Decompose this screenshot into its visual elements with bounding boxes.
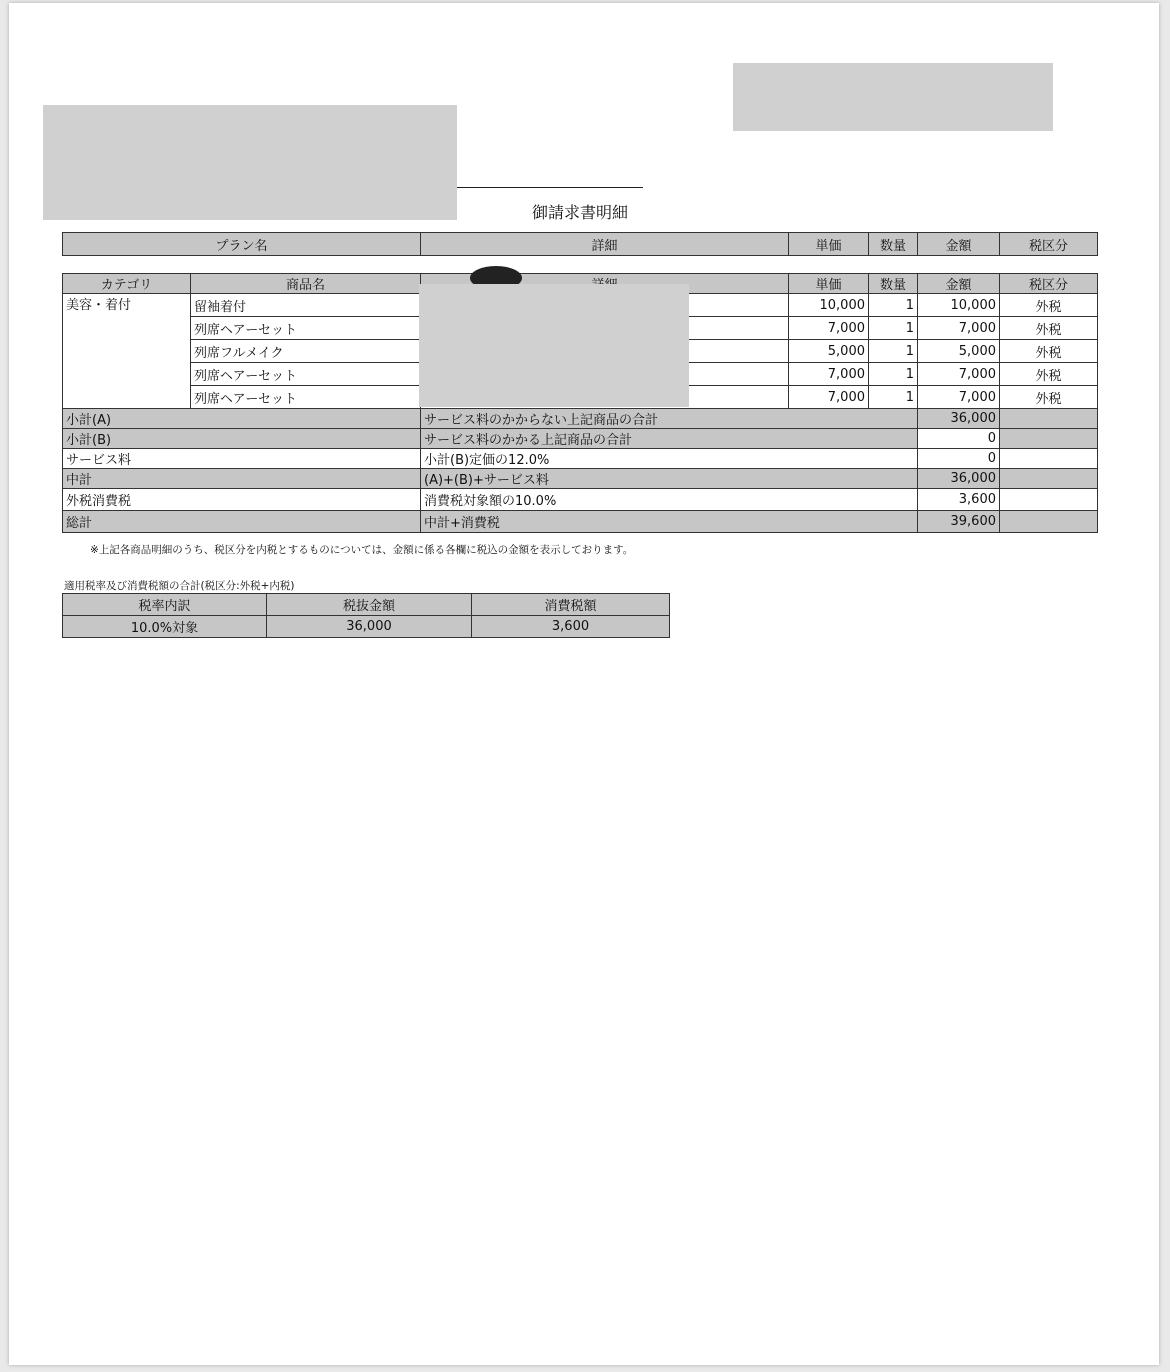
summary-tax-empty <box>1000 489 1098 511</box>
plan-header-qty: 数量 <box>869 233 918 256</box>
item-tax: 外税 <box>1000 294 1098 317</box>
item-name: 列席ヘアーセット <box>191 386 421 409</box>
redacted-detail-block <box>419 284 689 407</box>
summary-tax-empty <box>1000 469 1098 489</box>
item-qty: 1 <box>869 317 918 340</box>
summary-amount: 0 <box>918 449 1000 469</box>
item-qty: 1 <box>869 340 918 363</box>
summary-tax-empty <box>1000 449 1098 469</box>
item-price: 7,000 <box>789 317 869 340</box>
summary-label: サービス料 <box>63 449 421 469</box>
redacted-company-block <box>733 63 1053 131</box>
summary-row-subtotal-a <box>63 409 1098 429</box>
item-amount: 7,000 <box>918 317 1000 340</box>
item-price: 10,000 <box>789 294 869 317</box>
tax-header-base: 税抜金額 <box>267 594 472 616</box>
item-amount: 7,000 <box>918 386 1000 409</box>
tax-amount-value: 3,600 <box>472 616 670 638</box>
items-header-qty: 数量 <box>869 274 918 294</box>
summary-row-service <box>63 449 1098 469</box>
table-row <box>63 616 670 638</box>
summary-tax-empty <box>1000 511 1098 533</box>
summary-amount: 0 <box>918 429 1000 449</box>
item-price: 5,000 <box>789 340 869 363</box>
summary-label: 総計 <box>63 511 421 533</box>
item-name: 列席ヘアーセット <box>191 363 421 386</box>
summary-label: 小計(B) <box>63 429 421 449</box>
summary-detail: 中計+消費税 <box>421 511 918 533</box>
items-header-tax: 税区分 <box>1000 274 1098 294</box>
item-qty: 1 <box>869 386 918 409</box>
tax-header-tax: 消費税額 <box>472 594 670 616</box>
redacted-address-block <box>43 105 457 220</box>
title-rule <box>457 187 643 188</box>
plan-header-tax: 税区分 <box>1000 233 1098 256</box>
summary-row-total <box>63 511 1098 533</box>
item-amount: 10,000 <box>918 294 1000 317</box>
plan-header-price: 単価 <box>789 233 869 256</box>
tax-summary-table <box>62 593 670 638</box>
summary-row-tax <box>63 489 1098 511</box>
item-tax: 外税 <box>1000 340 1098 363</box>
items-header-name: 商品名 <box>191 274 421 294</box>
item-price: 7,000 <box>789 363 869 386</box>
tax-rate-caption: 適用税率及び消費税額の合計(税区分:外税+内税) <box>64 580 295 592</box>
plan-header-amount: 金額 <box>918 233 1000 256</box>
tax-included-note: ※上記各商品明細のうち、税区分を内税とするものについては、金額に係る各欄に税込の金額を表示しております。 <box>90 544 634 556</box>
summary-amount: 36,000 <box>918 469 1000 489</box>
item-name: 留袖着付 <box>191 294 421 317</box>
item-price: 7,000 <box>789 386 869 409</box>
summary-amount: 3,600 <box>918 489 1000 511</box>
summary-tax-empty <box>1000 409 1098 429</box>
item-tax: 外税 <box>1000 386 1098 409</box>
summary-detail: (A)+(B)+サービス料 <box>421 469 918 489</box>
item-qty: 1 <box>869 363 918 386</box>
summary-label: 小計(A) <box>63 409 421 429</box>
summary-tax-empty <box>1000 429 1098 449</box>
item-name: 列席フルメイク <box>191 340 421 363</box>
item-name: 列席ヘアーセット <box>191 317 421 340</box>
plan-header-name: プラン名 <box>63 233 421 256</box>
summary-detail: サービス料のかかる上記商品の合計 <box>421 429 918 449</box>
tax-base-value: 36,000 <box>267 616 472 638</box>
items-header-amount: 金額 <box>918 274 1000 294</box>
summary-row-midtotal <box>63 469 1098 489</box>
items-header-category: カテゴリ <box>63 274 191 294</box>
tax-rate-value: 10.0%対象 <box>63 616 267 638</box>
item-tax: 外税 <box>1000 363 1098 386</box>
item-amount: 7,000 <box>918 363 1000 386</box>
plan-table <box>62 232 1098 256</box>
plan-header-detail: 詳細 <box>421 233 789 256</box>
document-title: 御請求書明細 <box>531 203 628 222</box>
summary-detail: 小計(B)定価の12.0% <box>421 449 918 469</box>
summary-label: 外税消費税 <box>63 489 421 511</box>
summary-row-subtotal-b <box>63 429 1098 449</box>
summary-label: 中計 <box>63 469 421 489</box>
tax-header-rate: 税率内訳 <box>63 594 267 616</box>
summary-detail: 消費税対象額の10.0% <box>421 489 918 511</box>
summary-amount: 39,600 <box>918 511 1000 533</box>
item-amount: 5,000 <box>918 340 1000 363</box>
summary-detail: サービス料のかからない上記商品の合計 <box>421 409 918 429</box>
category-cell: 美容・着付 <box>63 294 191 409</box>
items-header-price: 単価 <box>789 274 869 294</box>
item-qty: 1 <box>869 294 918 317</box>
summary-amount: 36,000 <box>918 409 1000 429</box>
item-tax: 外税 <box>1000 317 1098 340</box>
